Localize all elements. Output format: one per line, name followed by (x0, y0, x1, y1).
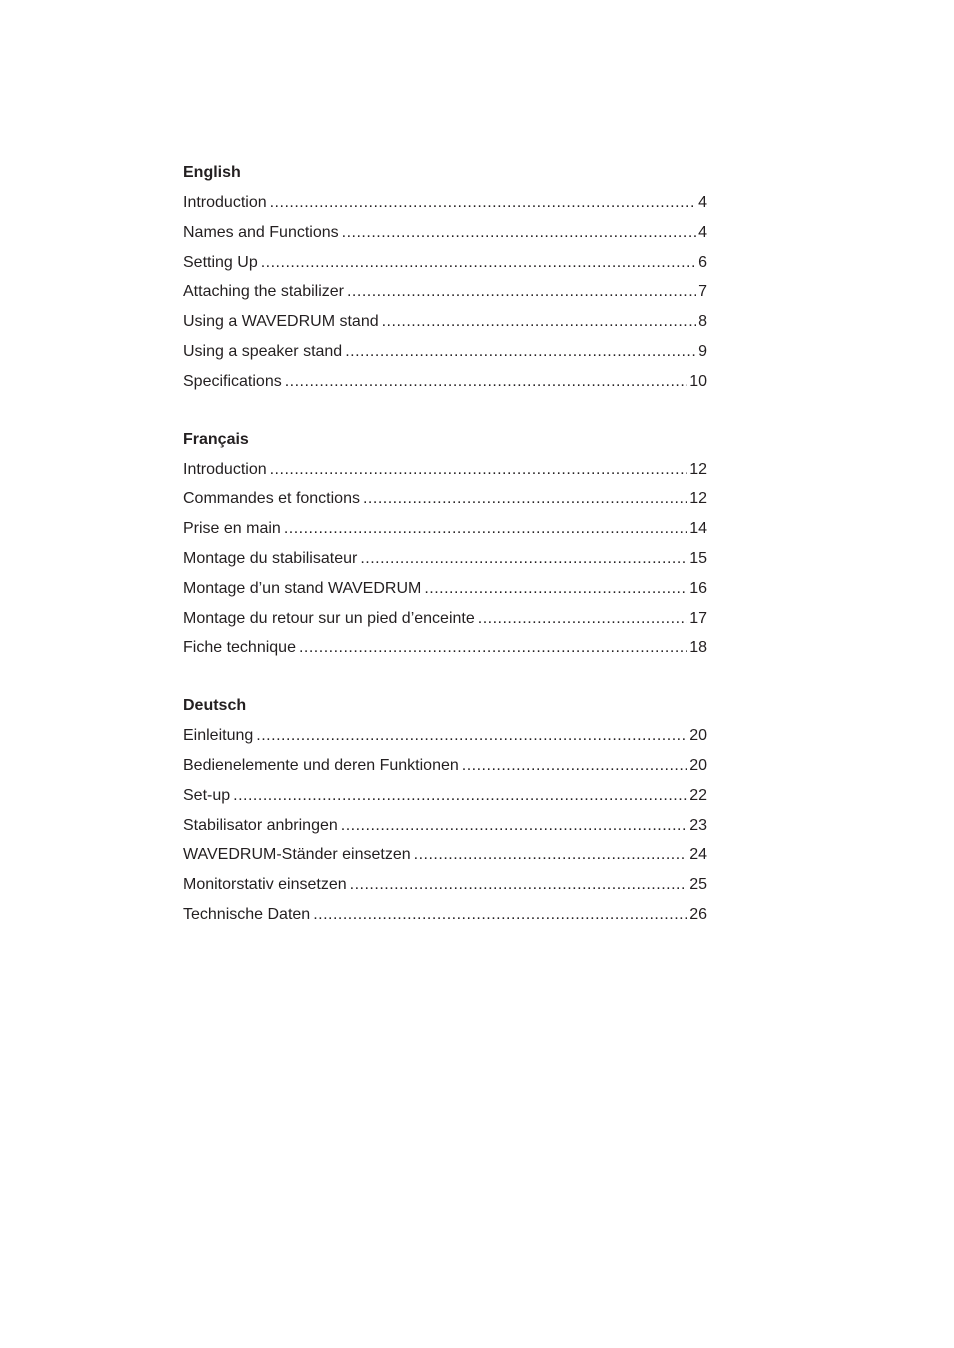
toc-entry[interactable] (183, 753, 707, 783)
dot-leader (478, 606, 687, 632)
dot-leader (424, 576, 687, 602)
entry-title: Names and Functions (183, 223, 339, 241)
toc-entry[interactable] (183, 842, 707, 872)
entry-page-number: 18 (689, 639, 707, 657)
dot-leader (363, 486, 687, 512)
entry-page-number: 4 (698, 194, 707, 211)
toc-entry[interactable] (183, 279, 707, 309)
dot-leader (350, 872, 688, 898)
entry-page-number: 26 (689, 905, 707, 923)
dot-leader (261, 250, 696, 276)
entry-title: Using a speaker stand (183, 342, 343, 360)
section-deutsch (183, 693, 707, 932)
entry-page-number: 23 (689, 816, 707, 834)
entry-title: Specifications (183, 372, 282, 390)
toc-entry[interactable] (183, 486, 707, 516)
toc-entry[interactable] (183, 369, 707, 399)
dot-leader (462, 753, 687, 779)
dot-leader (270, 190, 696, 216)
entry-page-number: 15 (689, 549, 707, 567)
dot-leader (233, 783, 687, 809)
entry-title: Monitorstativ einsetzen (183, 876, 347, 894)
dot-leader (285, 369, 687, 395)
entry-title: Introduction (183, 194, 267, 211)
entry-title: Fiche technique (183, 639, 296, 657)
section-english (183, 160, 707, 399)
entry-title: WAVEDRUM-Ständer einsetzen (183, 846, 411, 864)
dot-leader (347, 279, 696, 305)
entry-page-number: 22 (689, 786, 707, 804)
entry-title: Setting Up (183, 253, 258, 271)
toc-entry[interactable] (183, 339, 707, 369)
toc-entry[interactable] (183, 902, 707, 932)
entry-page-number: 25 (689, 876, 707, 894)
entry-title: Technische Daten (183, 905, 311, 923)
dot-leader (414, 842, 688, 868)
entry-page-number: 10 (689, 372, 707, 390)
entry-title: Prise en main (183, 520, 281, 538)
dot-leader (284, 516, 687, 542)
entry-page-number: 4 (698, 223, 707, 241)
entry-title: Montage d’un stand WAVEDRUM (183, 579, 422, 597)
toc-entry[interactable] (183, 190, 707, 220)
dot-leader (270, 457, 688, 483)
toc-entry[interactable] (183, 250, 707, 280)
toc-entry[interactable] (183, 516, 707, 546)
dot-leader (313, 902, 687, 928)
toc-entry[interactable] (183, 813, 707, 843)
toc-entry[interactable] (183, 635, 707, 665)
dot-leader (345, 339, 696, 365)
entry-page-number: 16 (689, 579, 707, 597)
toc-entry[interactable] (183, 309, 707, 339)
entry-page-number: 20 (689, 727, 707, 745)
entry-title: Bedienelemente und deren Funktionen (183, 756, 459, 774)
toc-entry[interactable] (183, 220, 707, 250)
entry-title: Einleitung (183, 727, 254, 745)
dot-leader (299, 635, 687, 661)
dot-leader (341, 813, 687, 839)
entry-page-number: 8 (698, 313, 707, 331)
toc-entry[interactable] (183, 576, 707, 606)
entry-title: Commandes et fonctions (183, 490, 360, 508)
toc-entry[interactable] (183, 457, 707, 487)
toc-entry[interactable] (183, 546, 707, 576)
entry-page-number: 14 (689, 520, 707, 538)
section-heading: Deutsch (183, 697, 247, 715)
entry-page-number: 7 (698, 283, 707, 301)
entry-page-number: 9 (698, 342, 707, 360)
entry-title: Set-up (183, 786, 231, 804)
entry-title: Using a WAVEDRUM stand (183, 313, 379, 331)
toc-entry[interactable] (183, 723, 707, 753)
dot-leader (256, 723, 687, 749)
dot-leader (360, 546, 687, 572)
entry-page-number: 12 (689, 460, 707, 478)
entry-title: Montage du stabilisateur (183, 549, 358, 567)
entry-title: Montage du retour sur un pied d’enceinte (183, 609, 475, 627)
entry-page-number: 17 (689, 609, 707, 627)
entry-page-number: 12 (689, 490, 707, 508)
dot-leader (382, 309, 696, 335)
entry-page-number: 24 (689, 846, 707, 864)
entry-title: Stabilisator anbringen (183, 816, 338, 834)
section-heading: Français (183, 430, 249, 448)
toc-entry[interactable] (183, 872, 707, 902)
section-heading: English (183, 164, 241, 181)
toc-entry[interactable] (183, 783, 707, 813)
table-of-contents (183, 160, 707, 960)
toc-entry[interactable] (183, 606, 707, 636)
section-francais (183, 427, 707, 666)
dot-leader (342, 220, 696, 246)
entry-title: Attaching the stabilizer (183, 283, 344, 301)
entry-title: Introduction (183, 460, 267, 478)
entry-page-number: 6 (698, 253, 707, 271)
entry-page-number: 20 (689, 756, 707, 774)
